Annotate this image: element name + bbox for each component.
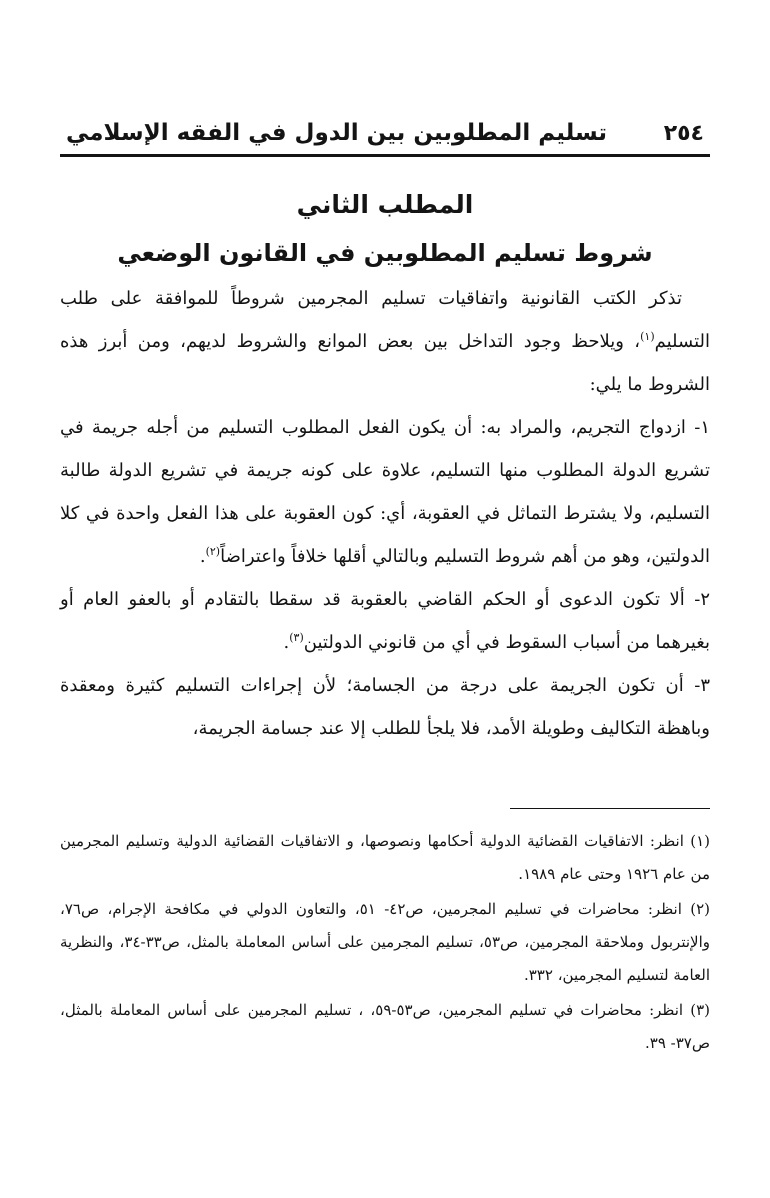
page-number: ٢٥٤ [663,121,704,146]
section-title: المطلب الثاني [296,190,474,219]
condition-item-1 [60,406,710,578]
body-text [60,277,710,750]
book-page [60,110,710,1062]
footnotes [60,825,710,1060]
running-header [60,110,710,157]
condition-1-end: . [199,546,206,567]
footnote-ref-3: (٣) [289,631,304,644]
intro-text-part1: تذكر الكتب القانونية واتفاقيات تسليم المجرمين شروطاً للموافقة على طلب التسليم [60,288,710,352]
footnote-3: (٣) انظر: محاضرات في تسليم المجرمين، ص٥٣-٥٩، ، تسليم المجرمين على أساس المعاملة بالمثل، ص٣٧- ٣٩. [60,1001,711,1052]
footnote-1: (١) انظر: الاتفاقيات القضائية الدولية أحكامها ونصوصها، و الاتفاقيات القضائية الدولية وتسليم المجرمين من عام ١٩٢٦ وحتى عام ١٩٨٩. [60,832,710,883]
footnote-2: (٢) انظر: محاضرات في تسليم المجرمين، ص٤٢- ٥١، والتعاون الدولي في مكافحة الإجرام، ص٧٦، والإنتربول وملاحقة المجرمين، ص٥٣، تسليم المجرمين على أساس المعاملة بالمثل، ص٣٣-٣٤، والنظرية العامة لتسليم المجرمين، ٣٣٢. [60,900,711,984]
intro-text-part2: ، ويلاحظ وجود التداخل بين بعض الموانع والشروط لديهم، ومن أبرز هذه الشروط ما يلي: [60,331,710,395]
condition-item-2 [60,578,710,664]
condition-1-text: ١- ازدواج التجريم، والمراد به: أن يكون الفعل المطلوب التسليم من أجله جريمة في تشريع الدولة المطلوب منها التسليم، علاوة على كونه جريمة في تشريع الدولة طالبة التسليم، ولا يشترط التماثل في العقوبة، أي: كون العقوبة على هذا الفعل واحدة في كلا الدولتين، وهو من أهم شروط التسليم وبالتالي أقلها خلافاً واعتراضاً [60,417,710,567]
footnote-ref-1: (١) [640,330,655,343]
footnote-ref-2: (٢) [205,545,221,558]
book-title: تسليم المطلوبين بين الدول في الفقه الإسلامي [66,120,608,146]
condition-item-3: ٣- أن تكون الجريمة على درجة من الجسامة؛ لأن إجراءات التسليم كثيرة ومعقدة وباهظة التكاليف وطويلة الأمد، فلا يلجأ للطلب إلا عند جسامة الجريمة، [60,675,710,739]
condition-2-text: ٢- ألا تكون الدعوى أو الحكم القاضي بالعقوبة قد سقطا بالتقادم أو بالعفو العام أو بغيرهما من أسباب السقوط في أي من قانوني الدولتين [60,589,710,653]
condition-2-end: . [283,632,290,653]
footnote-divider [510,808,710,809]
section-subtitle: شروط تسليم المطلوبين في القانون الوضعي [117,239,653,267]
intro-paragraph [60,277,710,406]
